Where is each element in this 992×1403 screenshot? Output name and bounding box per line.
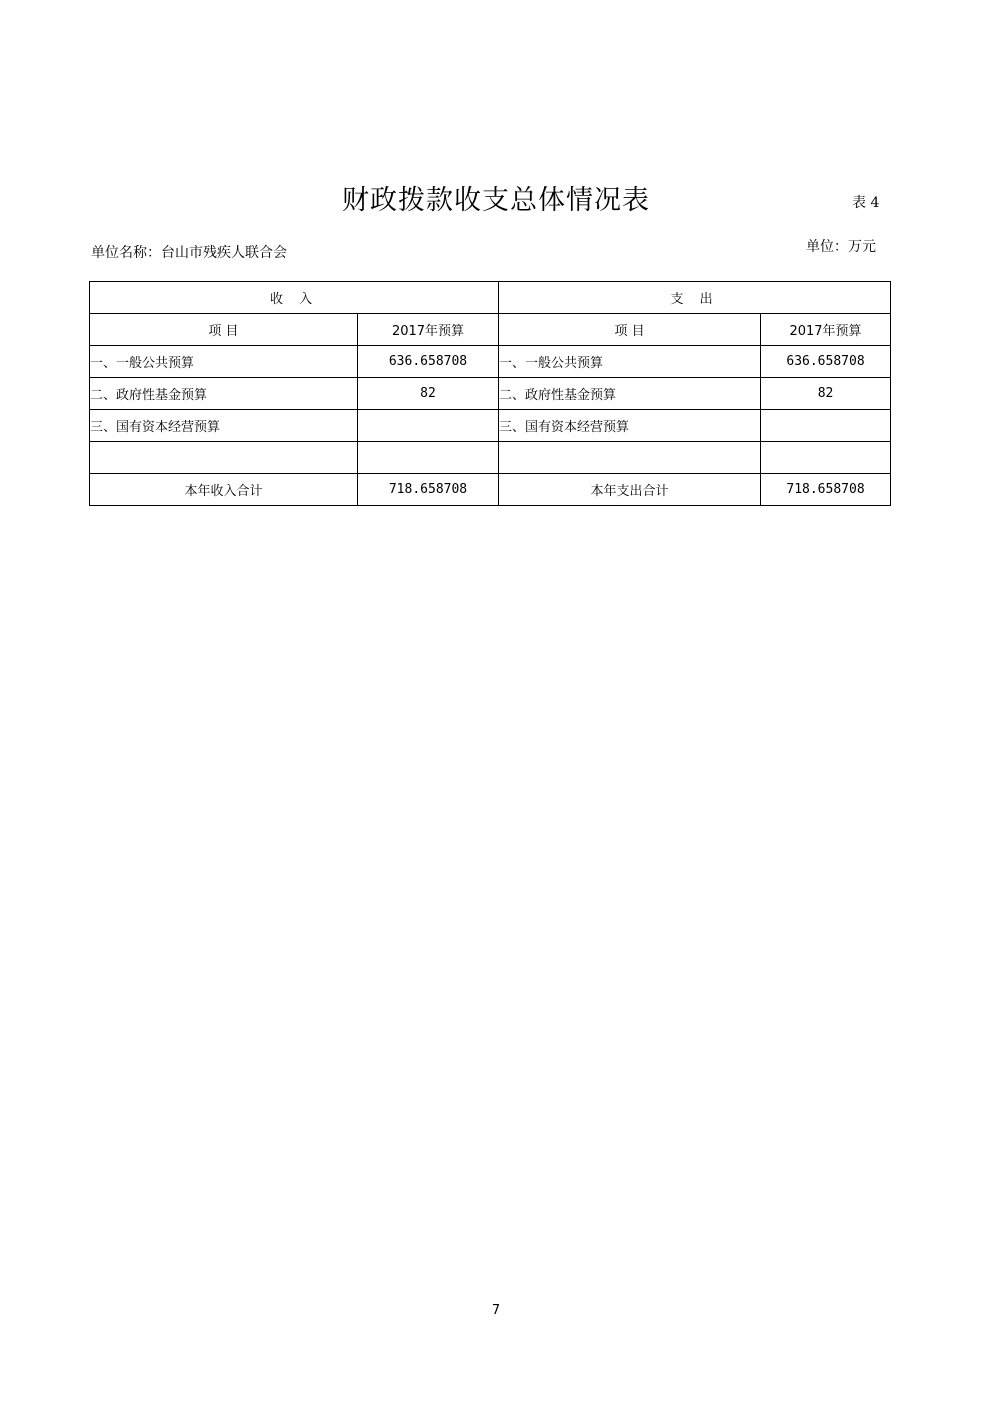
table-row <box>90 346 891 378</box>
expense-item <box>499 442 761 474</box>
income-value: 636.658708 <box>358 346 499 378</box>
income-item: 一、一般公共预算 <box>90 346 358 378</box>
expense-item-header: 项 目 <box>499 314 761 346</box>
expense-value: 82 <box>761 378 891 410</box>
section-header-row <box>90 282 891 314</box>
expense-item: 二、政府性基金预算 <box>499 378 761 410</box>
table-row <box>90 410 891 442</box>
income-value <box>358 410 499 442</box>
income-header: 收 入 <box>90 282 499 314</box>
table-row <box>90 442 891 474</box>
page-title: 财政拨款收支总体情况表 <box>342 185 650 216</box>
income-total-label: 本年收入合计 <box>90 474 358 506</box>
income-item <box>90 442 358 474</box>
income-total-value: 718.658708 <box>358 474 499 506</box>
income-item: 二、政府性基金预算 <box>90 378 358 410</box>
expense-value: 636.658708 <box>761 346 891 378</box>
expense-item: 三、国有资本经营预算 <box>499 410 761 442</box>
unit-name: 单位名称：台山市残疾人联合会 <box>91 245 287 261</box>
expense-total-value: 718.658708 <box>761 474 891 506</box>
expense-header: 支 出 <box>499 282 891 314</box>
expense-budget-header: 2017年预算 <box>761 314 891 346</box>
expense-value <box>761 410 891 442</box>
expense-value <box>761 442 891 474</box>
table-number: 表 4 <box>852 195 880 211</box>
page-number: 7 <box>491 1303 501 1318</box>
income-value: 82 <box>358 378 499 410</box>
income-item: 三、国有资本经营预算 <box>90 410 358 442</box>
budget-table <box>89 281 891 506</box>
total-row <box>90 474 891 506</box>
expense-item: 一、一般公共预算 <box>499 346 761 378</box>
income-budget-header: 2017年预算 <box>358 314 499 346</box>
income-item-header: 项 目 <box>90 314 358 346</box>
table-row <box>90 378 891 410</box>
currency-unit: 单位：万元 <box>806 239 876 255</box>
column-header-row <box>90 314 891 346</box>
income-value <box>358 442 499 474</box>
expense-total-label: 本年支出合计 <box>499 474 761 506</box>
